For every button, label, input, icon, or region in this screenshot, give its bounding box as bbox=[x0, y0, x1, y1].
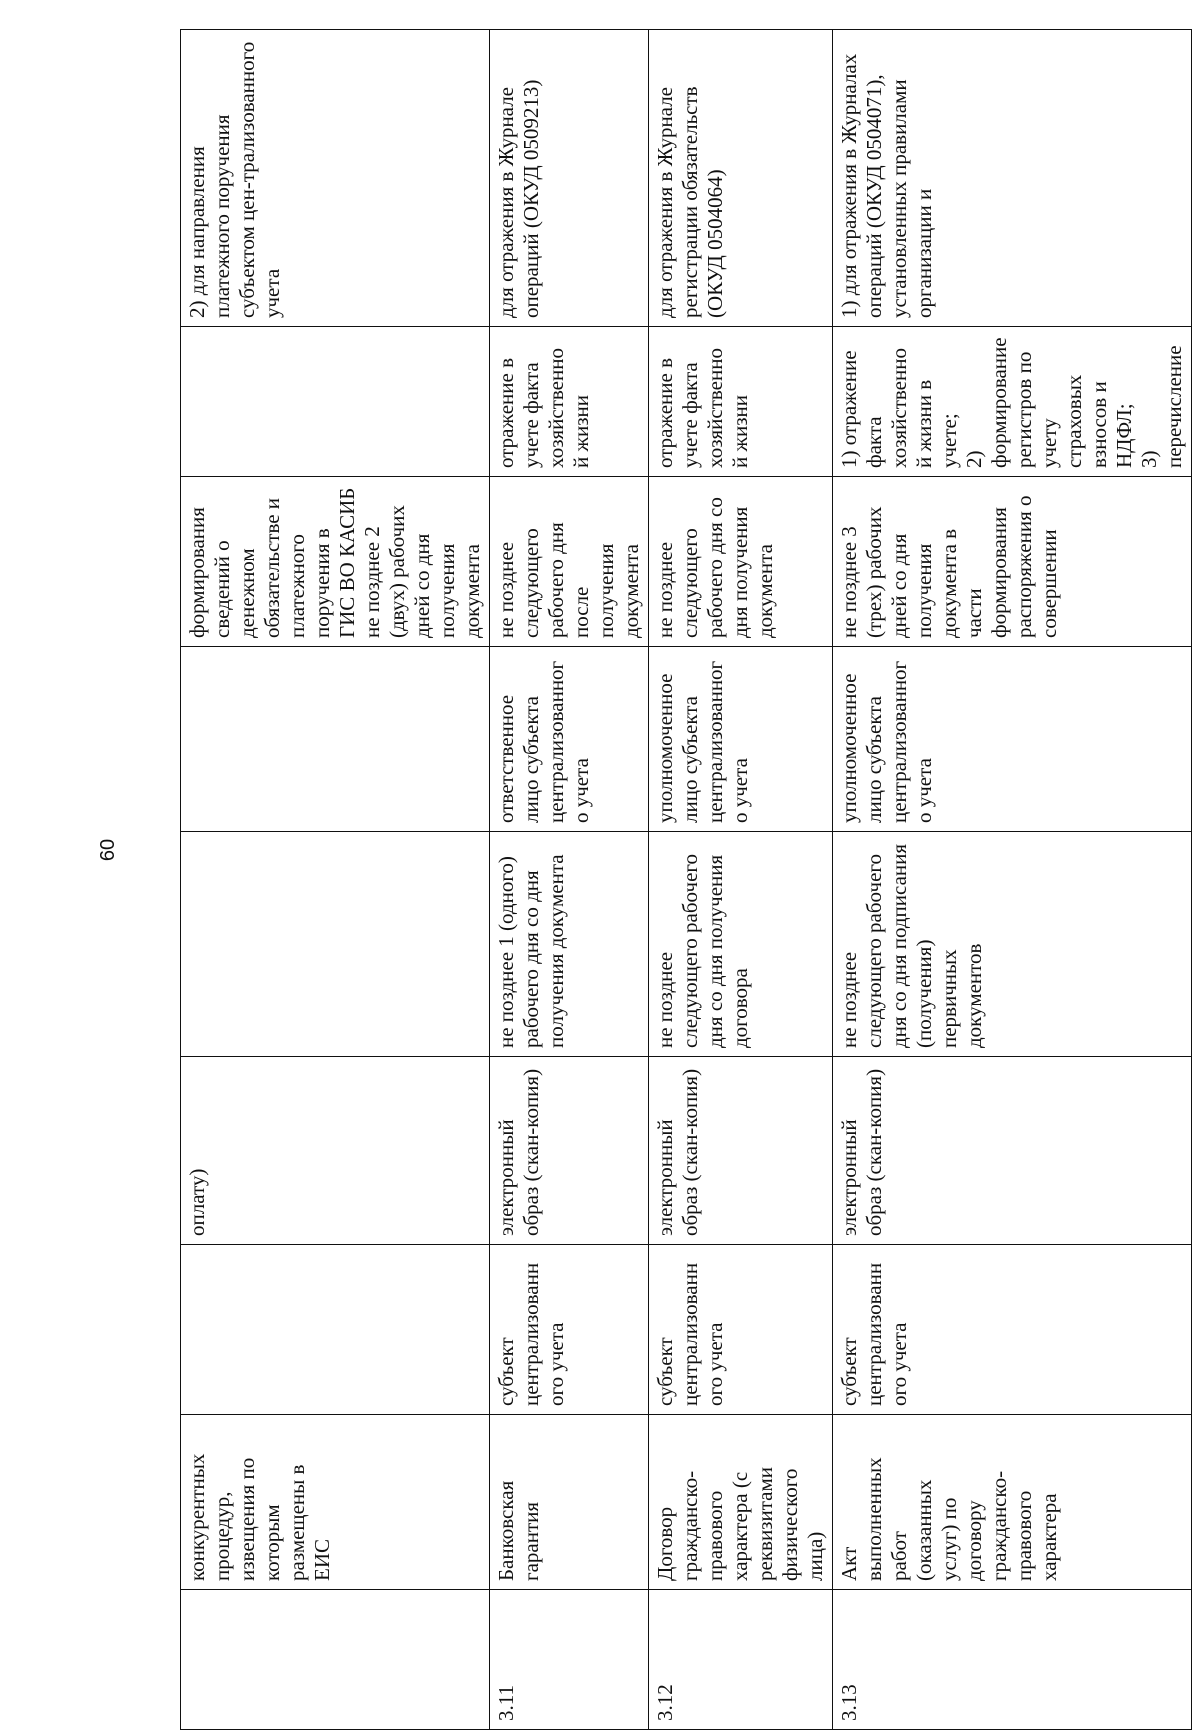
cell-form: электронный образ (скан-копия) bbox=[649, 1057, 833, 1245]
cell-note: для отражения в Журнале операций (ОКУД 0509213) bbox=[490, 30, 649, 327]
cell-creator bbox=[181, 1245, 490, 1415]
cell-term-create: не позднее 1 (одного) рабочего дня со дня получения документа bbox=[490, 832, 649, 1057]
cell-document: конкурентных процедур, извещения по которым размещены в ЕИС bbox=[181, 1415, 490, 1590]
cell-purpose: отражение в учете факта хозяйственной жизни bbox=[649, 327, 833, 477]
documents-table bbox=[180, 29, 1192, 1730]
cell-term-submit: не позднее 3 (трех) рабочих дней со дня получения документа в части формирования распоряжения о совершении bbox=[833, 477, 1192, 647]
table-row-3-11 bbox=[490, 30, 649, 1730]
cell-term-create bbox=[181, 832, 490, 1057]
cell-term-submit: не позднее следующего рабочего дня со дня получения документа bbox=[649, 477, 833, 647]
cell-note: 1) для отражения в Журналах операций (ОКУД 0504071), установленных правилами организации и bbox=[833, 30, 1192, 327]
cell-number: 3.13 bbox=[833, 1590, 1192, 1730]
cell-term-create: не позднее следующего рабочего дня со дня подписания (получения) первичных документов bbox=[833, 832, 1192, 1057]
cell-number bbox=[181, 1590, 490, 1730]
cell-responsible: уполномоченное лицо субъекта централизованного учета bbox=[649, 647, 833, 832]
cell-document: Договор гражданско-правового характера (с реквизитами физического лица) bbox=[649, 1415, 833, 1590]
cell-purpose bbox=[181, 327, 490, 477]
rotated-table-sheet bbox=[180, 30, 1186, 1730]
cell-term-submit: формирования сведений о денежном обязательстве и платежного поручения в ГИС ВО КАСИБ не позднее 2 (двух) рабочих дней со дня получения документа bbox=[181, 477, 490, 647]
cell-number: 3.11 bbox=[490, 1590, 649, 1730]
cell-purpose: 1) отражение факта хозяйственной жизни в учете; 2) формирование регистров по учету страховых взносов и НДФЛ; 3) перечисление bbox=[833, 327, 1192, 477]
table-row-continuation bbox=[181, 30, 490, 1730]
cell-responsible bbox=[181, 647, 490, 832]
cell-purpose: отражение в учете факта хозяйственной жизни bbox=[490, 327, 649, 477]
table-row-3-13 bbox=[833, 30, 1192, 1730]
cell-document: Банковская гарантия bbox=[490, 1415, 649, 1590]
page-number: 60 bbox=[97, 838, 119, 862]
cell-creator: субъект централизованного учета bbox=[649, 1245, 833, 1415]
cell-form: электронный образ (скан-копия) bbox=[833, 1057, 1192, 1245]
cell-note: 2) для направления платежного поручения субъектом цен-трализованного учета bbox=[181, 30, 490, 327]
cell-number: 3.12 bbox=[649, 1590, 833, 1730]
cell-creator: субъект централизованного учета bbox=[833, 1245, 1192, 1415]
cell-term-create: не позднее следующего рабочего дня со дня получения договора bbox=[649, 832, 833, 1057]
cell-term-submit: не позднее следующего рабочего дня после получения документа bbox=[490, 477, 649, 647]
cell-note: для отражения в Журнале регистрации обязательств (ОКУД 0504064) bbox=[649, 30, 833, 327]
cell-document: Акт выполненных работ (оказанных услуг) по договору гражданско-правового характера bbox=[833, 1415, 1192, 1590]
cell-responsible: уполномоченное лицо субъекта централизованного учета bbox=[833, 647, 1192, 832]
cell-form: оплату) bbox=[181, 1057, 490, 1245]
cell-creator: субъект централизованного учета bbox=[490, 1245, 649, 1415]
cell-form: электронный образ (скан-копия) bbox=[490, 1057, 649, 1245]
cell-responsible: ответственное лицо субъекта централизованного учета bbox=[490, 647, 649, 832]
table-row-3-12 bbox=[649, 30, 833, 1730]
